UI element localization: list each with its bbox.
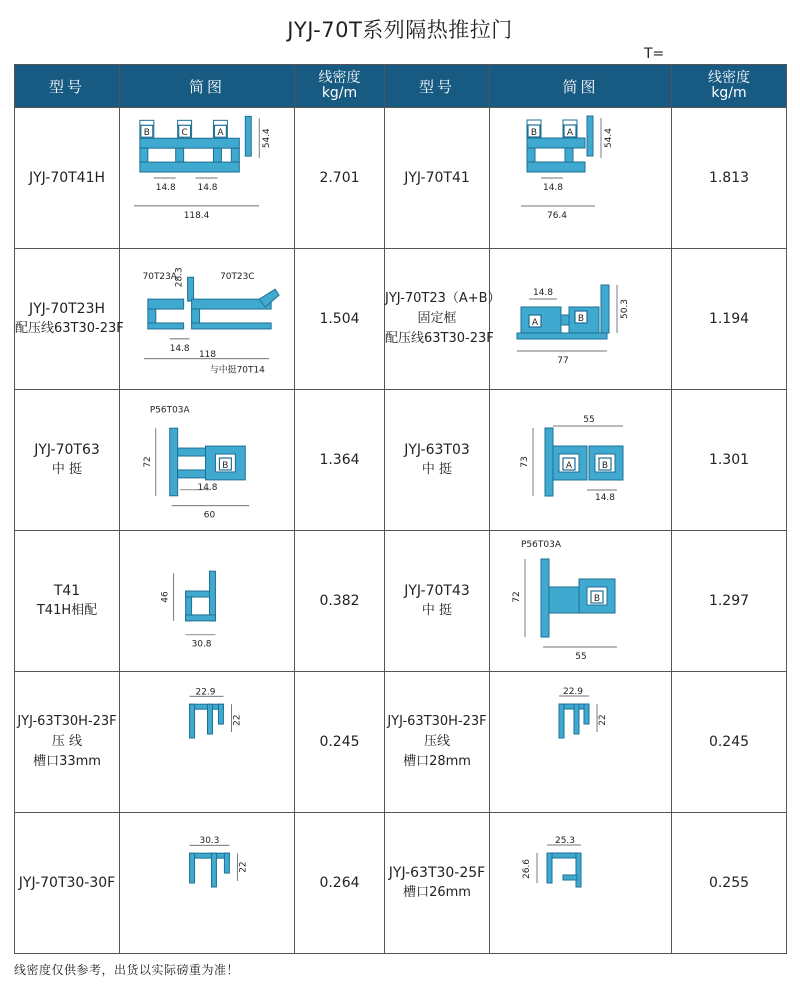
profile-drawing	[120, 390, 294, 530]
model-name-line: T41	[53, 583, 81, 599]
table-row	[15, 531, 787, 672]
chamber-label: C	[181, 128, 188, 139]
dimension-label: 14.8	[532, 288, 554, 298]
part-label: 70T23C	[220, 272, 255, 283]
profile-drawing-cell	[490, 813, 672, 954]
dimension-label: 30.3	[199, 836, 220, 847]
dimension-label: 118	[198, 349, 217, 360]
dimension-label: 30.8	[191, 639, 212, 650]
density-value: 0.245	[295, 672, 385, 813]
model-cell	[385, 672, 490, 813]
profile-drawing-cell	[120, 672, 295, 813]
profile-drawing-cell	[120, 390, 295, 531]
table-row	[15, 672, 787, 813]
header-drawing: 简图	[490, 65, 672, 108]
profile-drawing-cell	[490, 672, 672, 813]
profile-drawing-cell	[120, 813, 295, 954]
profile-drawing-cell	[490, 108, 672, 249]
model-name-line: 压线	[423, 734, 450, 749]
chamber-label: B	[593, 594, 601, 604]
model-name-line: JYJ-63T30-25F	[388, 865, 486, 881]
dimension-label: 22	[232, 714, 243, 726]
page-title: JYJ-70T系列隔热推拉门	[287, 18, 513, 42]
header-type: 型号	[385, 65, 490, 108]
density-value: 2.701	[295, 108, 385, 249]
profile-drawing-cell	[490, 390, 672, 531]
chamber-label: B	[601, 461, 609, 471]
dimension-label: 22	[598, 714, 608, 726]
dimension-label: 14.8	[197, 482, 218, 493]
chamber-label: B	[143, 128, 150, 139]
header-density: 线密度 kg/m	[295, 65, 385, 108]
model-cell	[15, 108, 120, 249]
density-value: 1.813	[672, 108, 787, 249]
profile-drawing-cell	[120, 531, 295, 672]
t-mark: T=	[644, 46, 665, 62]
density-value: 0.382	[295, 531, 385, 672]
profile-drawing-cell	[120, 108, 295, 249]
chamber-label: B	[530, 128, 538, 138]
model-name-line: 槽口33mm	[33, 754, 101, 769]
dimension-label: 22	[238, 861, 249, 873]
chamber-label: A	[217, 128, 224, 139]
profile-drawing	[490, 672, 671, 812]
header-drawing: 简图	[120, 65, 295, 108]
profile-drawing	[490, 531, 671, 671]
dimension-label: 50.3	[620, 298, 630, 320]
dimension-label: 25.3	[554, 836, 576, 846]
dimension-label: 14.8	[197, 182, 218, 193]
dimension-label: 28.3	[174, 267, 185, 288]
dimension-label: 46	[160, 591, 171, 603]
model-cell	[15, 672, 120, 813]
profile-drawing	[120, 108, 294, 248]
chamber-label: A	[566, 128, 574, 138]
header-density: 线密度 kg/m	[672, 65, 787, 108]
dimension-label: 55	[575, 652, 587, 662]
dimension-label: 54.4	[262, 128, 273, 149]
dimension-label: 14.8	[542, 183, 564, 193]
model-name-line: JYJ-70T41H	[28, 170, 106, 186]
model-name-line: JYJ-70T23H	[28, 301, 106, 317]
chamber-label: B	[222, 460, 229, 471]
dimension-label: 55	[583, 415, 595, 425]
dimension-label: 72	[142, 456, 153, 468]
table-row	[15, 249, 787, 390]
dimension-label: 73	[520, 456, 530, 468]
density-value: 1.297	[672, 531, 787, 672]
dimension-label: 76.4	[546, 211, 568, 221]
profile-drawing	[490, 813, 671, 953]
profile-drawing-cell	[120, 249, 295, 390]
profile-drawing	[490, 108, 671, 248]
model-name-line: 槽口28mm	[403, 754, 471, 769]
model-name-line: JYJ-70T63	[34, 442, 100, 458]
header-type: 型号	[15, 65, 120, 108]
dimension-label: 22.9	[562, 687, 584, 697]
density-value: 0.264	[295, 813, 385, 954]
model-name-line: JYJ-70T41	[404, 170, 470, 186]
footnote: 线密度仅供参考，出货以实际磅重为准！	[14, 963, 240, 977]
model-name-line: 配压线63T30-23F	[15, 321, 124, 336]
density-value: 0.245	[672, 672, 787, 813]
dimension-label: 22.9	[195, 687, 216, 698]
density-value: 1.194	[672, 249, 787, 390]
dimension-label: 60	[203, 510, 216, 521]
part-label: P56T03A	[149, 405, 190, 416]
model-cell	[385, 813, 490, 954]
model-name-line: JYJ-63T30H-23F	[17, 714, 117, 729]
model-cell	[15, 813, 120, 954]
model-cell	[15, 531, 120, 672]
dimension-label: 与中挺70T14	[209, 365, 265, 376]
profile-drawing	[120, 672, 294, 812]
profile-drawing	[490, 390, 671, 530]
model-name-line: 配压线63T30-23F	[385, 331, 494, 346]
density-value: 1.364	[295, 390, 385, 531]
model-cell	[385, 249, 501, 390]
dimension-label: 14.8	[155, 182, 176, 193]
model-name-line: 固定框	[417, 311, 457, 326]
profile-drawing	[490, 249, 671, 389]
model-name-line: 中 挺	[51, 462, 83, 477]
model-name-line: 槽口26mm	[403, 885, 471, 900]
profile-table	[14, 64, 787, 954]
table-row	[15, 813, 787, 954]
model-cell	[15, 390, 120, 531]
density-value: 1.504	[295, 249, 385, 390]
model-name-line: 中 挺	[421, 462, 453, 477]
chamber-label: B	[577, 314, 585, 324]
profile-drawing	[120, 249, 294, 389]
table-row	[15, 390, 787, 531]
model-name-line: T41H相配	[36, 603, 98, 618]
profile-drawing	[120, 813, 294, 953]
table-row	[15, 108, 787, 249]
model-cell	[15, 249, 124, 390]
profile-drawing-cell	[490, 249, 672, 390]
profile-drawing	[120, 531, 294, 671]
header-row	[15, 65, 787, 108]
profile-drawing-cell	[490, 531, 672, 672]
model-cell	[385, 390, 490, 531]
dimension-label: 26.6	[522, 858, 532, 880]
model-name-line: JYJ-63T30H-23F	[387, 714, 487, 729]
model-name-line: JYJ-70T23（A+B）	[385, 291, 501, 306]
model-name-line: JYJ-70T30-30F	[18, 875, 116, 891]
dimension-label: 118.4	[183, 210, 210, 221]
density-value: 1.301	[672, 390, 787, 531]
model-name-line: 中 挺	[421, 603, 453, 618]
model-name-line: JYJ-63T03	[404, 442, 470, 458]
model-name-line: JYJ-70T43	[404, 583, 470, 599]
part-label: P56T03A	[521, 540, 561, 550]
dimension-label: 54.4	[604, 127, 614, 149]
model-cell	[385, 531, 490, 672]
chamber-label: A	[565, 461, 573, 471]
dimension-label: 14.8	[594, 493, 616, 503]
density-value: 0.255	[672, 813, 787, 954]
chamber-label: A	[531, 318, 539, 328]
dimension-label: 14.8	[169, 343, 190, 354]
model-cell	[385, 108, 490, 249]
dimension-label: 77	[557, 356, 569, 366]
dimension-label: 72	[512, 591, 522, 603]
part-label: 70T23A	[142, 272, 177, 283]
model-name-line: 压 线	[51, 734, 83, 749]
